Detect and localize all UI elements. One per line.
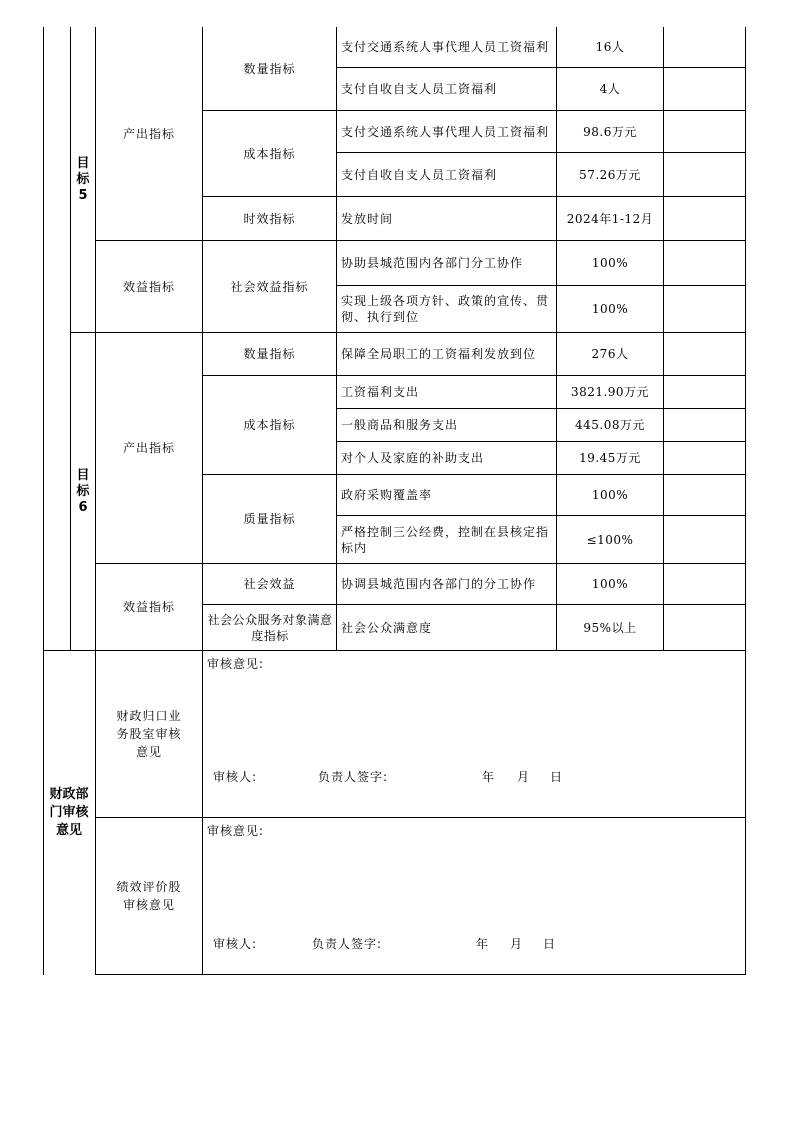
secondary-indicator-cell: 成本指标 bbox=[243, 418, 296, 432]
finance-department-review-label: 财政部门审核意见 bbox=[49, 786, 89, 838]
table-bottom-border bbox=[95, 974, 746, 975]
target-value-cell: 100% bbox=[591, 488, 629, 502]
tertiary-indicator-cell: 支付交通系统人事代理人员工资福利 bbox=[341, 124, 550, 139]
target-value-cell: 276人 bbox=[591, 347, 629, 361]
primary-indicator-cell: 产出指标 bbox=[122, 126, 175, 141]
tertiary-indicator-cell: 发放时间 bbox=[341, 211, 394, 226]
target-value-cell: 100% bbox=[591, 302, 629, 316]
target-value-cell: 445.08万元 bbox=[575, 418, 645, 432]
goal-label-char: 标 bbox=[76, 171, 90, 187]
goal-label-char: 目 bbox=[76, 155, 90, 171]
tertiary-indicator-cell: 社会公众满意度 bbox=[341, 620, 433, 635]
target-value-cell: 98.6万元 bbox=[583, 124, 637, 139]
tertiary-indicator-cell: 支付自收自支人员工资福利 bbox=[341, 167, 498, 182]
reviewer-label: 审核人: bbox=[213, 937, 258, 951]
target-value-cell: 100% bbox=[591, 256, 629, 270]
date-month-label: 月 bbox=[510, 937, 524, 951]
tertiary-indicator-cell: 协调县城范围内各部门的分工协作 bbox=[341, 577, 537, 591]
target-value-cell: 100% bbox=[591, 577, 629, 591]
primary-indicator-cell: 效益指标 bbox=[122, 600, 175, 614]
date-day-label: 日 bbox=[543, 937, 557, 951]
tertiary-indicator-cell: 保障全局职工的工资福利发放到位 bbox=[341, 347, 537, 361]
goal-label-char: 标 bbox=[76, 483, 90, 499]
tertiary-indicator-cell: 工资福利支出 bbox=[341, 385, 420, 399]
tertiary-indicator-cell: 支付自收自支人员工资福利 bbox=[341, 82, 498, 96]
tertiary-indicator-cell: 支付交通系统人事代理人员工资福利 bbox=[341, 40, 550, 54]
date-month-label: 月 bbox=[517, 770, 531, 784]
secondary-indicator-cell: 社会效益 bbox=[243, 577, 296, 591]
target-value-cell: 3821.90万元 bbox=[570, 385, 650, 399]
table-right-border bbox=[745, 27, 746, 975]
target-value-cell: 95%以上 bbox=[583, 620, 637, 635]
tertiary-indicator-cell: 对个人及家庭的补助支出 bbox=[341, 451, 485, 465]
responsible-signature-label: 负责人签字: bbox=[312, 937, 383, 951]
secondary-indicator-cell: 时效指标 bbox=[243, 211, 296, 226]
goal-label-char: 6 bbox=[78, 499, 88, 515]
reviewer-label: 审核人: bbox=[213, 770, 258, 784]
goal-label-char: 5 bbox=[78, 187, 88, 203]
secondary-indicator-cell: 社会效益指标 bbox=[230, 279, 309, 294]
goal-5-label bbox=[71, 27, 95, 332]
date-day-label: 日 bbox=[550, 770, 564, 784]
secondary-indicator-cell: 数量指标 bbox=[243, 61, 296, 76]
goal-6-label bbox=[71, 333, 95, 650]
responsible-signature-label: 负责人签字: bbox=[318, 770, 389, 784]
table-left-border bbox=[43, 27, 44, 975]
secondary-indicator-cell: 质量指标 bbox=[243, 512, 296, 526]
tertiary-indicator-cell: 一般商品和服务支出 bbox=[341, 418, 459, 432]
target-value-cell: 4人 bbox=[599, 82, 621, 96]
review-block-title: 绩效评价股审核意见 bbox=[116, 880, 182, 912]
date-year-label: 年 bbox=[482, 770, 496, 784]
target-value-cell: 57.26万元 bbox=[579, 167, 641, 182]
date-year-label: 年 bbox=[476, 937, 490, 951]
secondary-indicator-cell: 成本指标 bbox=[243, 146, 296, 161]
secondary-indicator-cell: 数量指标 bbox=[243, 347, 296, 361]
tertiary-indicator-cell: 严格控制三公经费，控制在县核定指标内 bbox=[341, 524, 550, 555]
review-opinion-label: 审核意见: bbox=[207, 657, 265, 671]
primary-indicator-cell: 产出指标 bbox=[122, 441, 175, 455]
target-value-cell: 16人 bbox=[595, 40, 625, 54]
target-value-cell: 2024年1-12月 bbox=[566, 211, 654, 226]
secondary-indicator-cell: 社会公众服务对象满意度指标 bbox=[207, 612, 333, 643]
tertiary-indicator-cell: 协助县城范围内各部门分工协作 bbox=[341, 256, 524, 270]
target-value-cell: 19.45万元 bbox=[579, 451, 641, 465]
tertiary-indicator-cell: 实现上级各项方针、政策的宣传、贯彻、执行到位 bbox=[341, 294, 550, 324]
tertiary-indicator-cell: 政府采购覆盖率 bbox=[341, 488, 433, 502]
primary-indicator-cell: 效益指标 bbox=[122, 279, 175, 294]
review-divider-line bbox=[95, 817, 746, 818]
target-value-cell: ≤100% bbox=[586, 532, 634, 547]
remark-column bbox=[664, 27, 745, 650]
review-block-title: 财政归口业务股室审核意见 bbox=[116, 709, 182, 759]
goal-label-char: 目 bbox=[76, 467, 90, 483]
review-opinion-label: 审核意见: bbox=[207, 824, 265, 838]
